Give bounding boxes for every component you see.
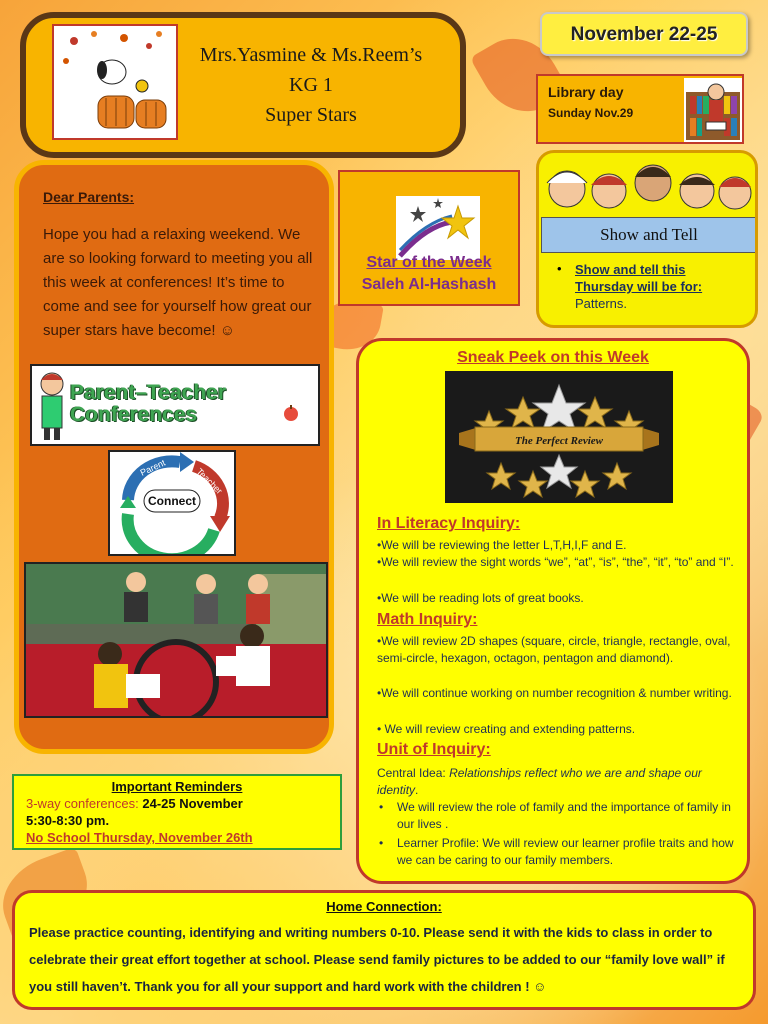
bullet: • bbox=[379, 800, 384, 814]
math-line: •We will review 2D shapes (square, circle, triangle, rectangle, oval, semi-circle, hexagon, octagon, pentagon and diamond). bbox=[377, 634, 731, 665]
literacy-line: •We will be reviewing the letter L,T,H,I,F and E. bbox=[377, 538, 627, 552]
header-line-class: KG 1 bbox=[289, 74, 333, 96]
conference-dates bbox=[26, 796, 243, 811]
literacy-heading: In Literacy Inquiry: bbox=[377, 515, 521, 532]
no-school-notice: No School Thursday, November 26th bbox=[26, 830, 253, 845]
perfect-review-image bbox=[445, 371, 673, 503]
important-reminders-box bbox=[12, 774, 342, 850]
home-connection-body: Please practice counting, identifying and writing numbers 0-10. Please send it with the kids to class in order to celebrate their great effort together at school. Please send family pictures to be added to our “family love wall” if you still haven’t. Thank you for all your support and hard work with the children ! ☺ bbox=[29, 925, 725, 994]
library-day-box bbox=[536, 74, 744, 144]
classroom-reading-photo bbox=[24, 562, 328, 718]
conference-label: 3-way conferences: bbox=[26, 796, 139, 811]
star-of-the-week-title: Star of the Week bbox=[366, 254, 492, 271]
unit-bullet: We will review the role of family and the importance of family in our lives . bbox=[397, 800, 731, 831]
newsletter-header bbox=[20, 12, 466, 158]
letter-body: Hope you had a relaxing weekend. We are so looking forward to meeting you all this week at conferences! It’s time to come and see for yourself how great our super stars have become! ☺ bbox=[43, 226, 313, 339]
connect-cycle-diagram bbox=[108, 450, 236, 556]
home-connection-title: Home Connection: bbox=[326, 899, 442, 914]
library-date: Sunday Nov.29 bbox=[548, 106, 634, 120]
central-idea-label: Central Idea: bbox=[377, 766, 446, 780]
header-line-teachers: Mrs.Yasmine & Ms.Reem’s bbox=[199, 44, 423, 66]
cycle-label-teacher: Teacher bbox=[194, 466, 225, 497]
star-of-the-week-box bbox=[338, 170, 520, 306]
show-and-tell-box bbox=[536, 150, 758, 328]
show-and-tell-title: Show and Tell bbox=[541, 217, 757, 253]
unit-bullet: Learner Profile: We will review our learner profile traits and how we can be caring to our family members. bbox=[397, 836, 734, 867]
sneak-peek-box bbox=[356, 338, 750, 884]
cycle-label-student: Student bbox=[145, 528, 179, 546]
conference-date-value: 24-25 November bbox=[142, 796, 243, 811]
math-line: • We will review creating and extending patterns. bbox=[377, 722, 636, 736]
math-heading: Math Inquiry: bbox=[377, 611, 478, 628]
unit-heading: Unit of Inquiry: bbox=[377, 741, 491, 758]
literacy-line: •We will be reading lots of great books. bbox=[377, 591, 584, 605]
class-title bbox=[176, 40, 446, 130]
shooting-star-icon bbox=[396, 196, 480, 260]
conference-time: 5:30-8:30 pm. bbox=[26, 813, 110, 828]
cycle-center-label: Connect bbox=[148, 494, 196, 508]
greeting: Dear Parents: bbox=[43, 189, 135, 205]
literacy-line: •We will review the sight words “we”, “at”, “is”, “the”, “it”, “to” and “I”. bbox=[377, 555, 734, 569]
reminders-title: Important Reminders bbox=[111, 779, 243, 794]
show-and-tell-topic: Patterns. bbox=[575, 296, 628, 311]
library-shelf-image bbox=[684, 78, 742, 142]
central-idea: Central Idea: Relationships reflect who we are and shape our identity. bbox=[377, 766, 702, 797]
snoopy-autumn-image bbox=[52, 24, 178, 140]
bullet: • bbox=[557, 261, 562, 276]
week-date-banner: November 22-25 bbox=[540, 12, 748, 56]
show-and-tell-prompt: Show and tell this Thursday will be for: bbox=[575, 262, 703, 294]
show-and-tell-item bbox=[575, 261, 745, 312]
home-connection-box bbox=[12, 890, 756, 1010]
apple-icon bbox=[282, 404, 300, 422]
star-student-name: Saleh Al-Hashash bbox=[361, 276, 497, 293]
parent-teacher-conferences-banner bbox=[30, 364, 320, 446]
cycle-label-parent: Parent bbox=[138, 457, 167, 478]
children-illustration bbox=[539, 153, 755, 217]
perfect-review-caption: The Perfect Review bbox=[515, 435, 603, 447]
bullet: • bbox=[379, 836, 384, 850]
sneak-peek-title: Sneak Peek on this Week bbox=[457, 349, 649, 366]
math-line: •We will continue working on number recognition & number writing. bbox=[377, 686, 732, 700]
conferences-banner-text: Parent–Teacher Conferences bbox=[70, 381, 227, 426]
library-title: Library day bbox=[548, 84, 624, 100]
central-idea-text: Relationships reflect who we are and shape our identity bbox=[377, 766, 702, 797]
header-line-nickname: Super Stars bbox=[265, 104, 357, 126]
